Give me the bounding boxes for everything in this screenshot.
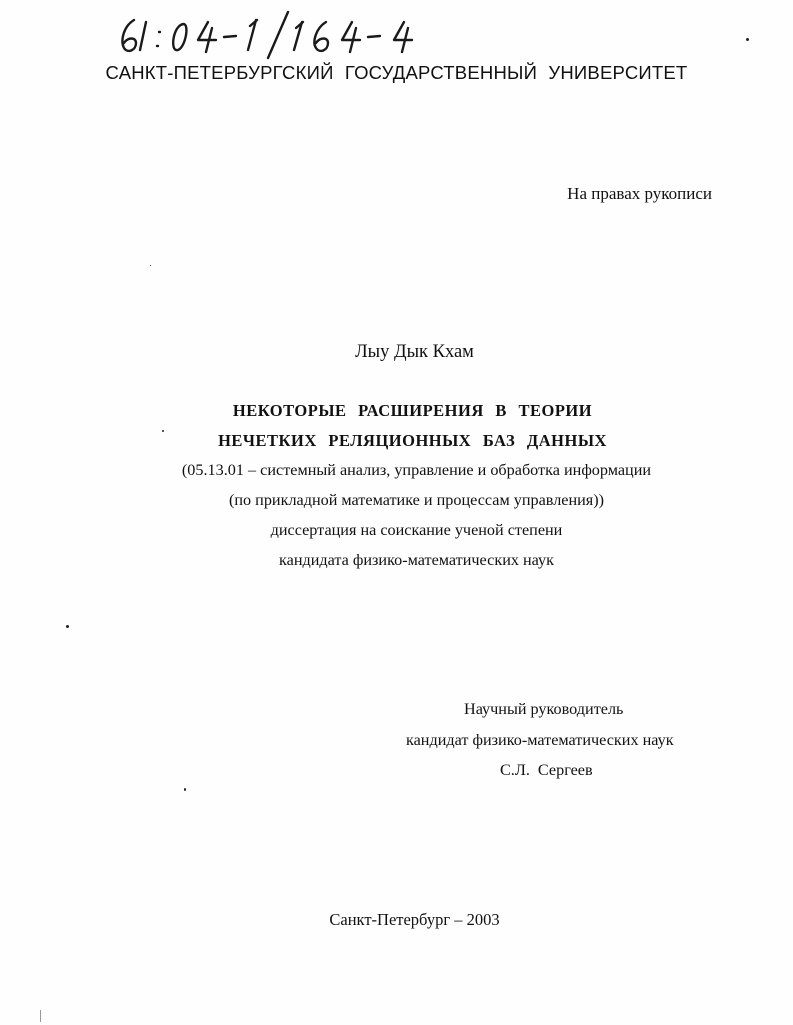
specialty-subline: (по прикладной математике и процессам управления)) <box>228 491 605 509</box>
university-name: САНКТ-ПЕТЕРБУРГСКИЙ ГОСУДАРСТВЕННЫЙ УНИВЕРСИТЕТ <box>105 62 688 83</box>
scan-speck <box>40 1010 41 1022</box>
scan-speck <box>162 430 164 432</box>
thesis-title-line-2: НЕЧЕТКИХ РЕЛЯЦИОННЫХ БАЗ ДАННЫХ <box>218 431 607 450</box>
handwritten-archive-code <box>112 10 432 60</box>
specialty-line: (05.13.01 – системный анализ, управление и обработка информации <box>181 461 652 479</box>
city-year: Санкт-Петербург – 2003 <box>329 910 500 929</box>
author-name: Лыу Дык Кхам <box>355 342 474 362</box>
supervisor-role: Научный руководитель <box>464 700 624 718</box>
supervisor-name: С.Л. Сергеев <box>500 761 593 779</box>
supervisor-degree: кандидат физико-математических наук <box>406 731 674 749</box>
scan-speck <box>66 625 69 628</box>
degree-field-line: кандидата физико-математических наук <box>279 551 554 569</box>
scan-speck <box>150 265 151 266</box>
degree-purpose-line: диссертация на соискание ученой степени <box>270 521 563 539</box>
manuscript-note: На правах рукописи <box>567 184 712 203</box>
thesis-title-line-1: НЕКОТОРЫЕ РАСШИРЕНИЯ В ТЕОРИИ <box>232 401 593 420</box>
scan-speck <box>746 38 749 41</box>
scan-speck <box>184 788 186 791</box>
handwritten-code-drawing <box>112 10 432 60</box>
